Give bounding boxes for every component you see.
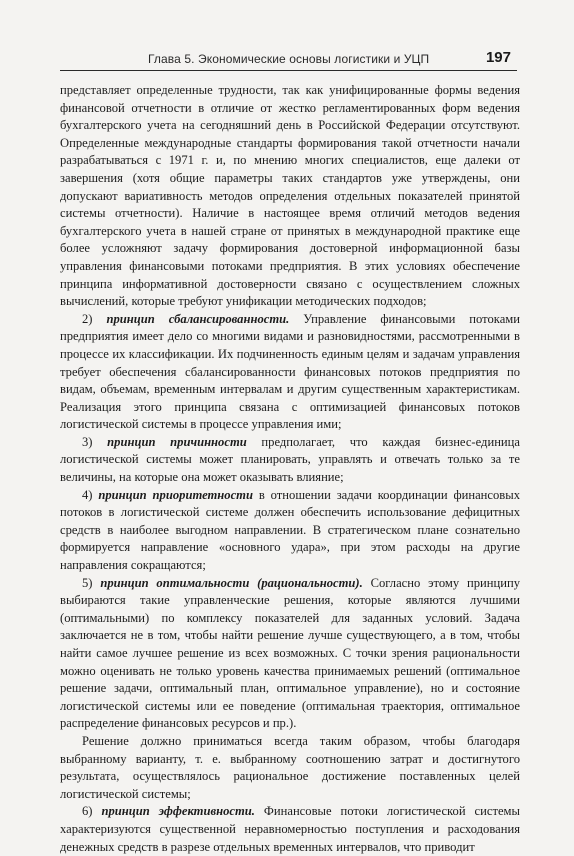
principle-optimality [60, 575, 520, 733]
chapter-title: Глава 5. Экономические основы логистики и УЦП [148, 52, 430, 66]
running-header [60, 46, 517, 70]
principle-heading: принцип причинности [107, 434, 247, 449]
item-number: 3) [82, 434, 93, 449]
principle-heading: принцип оптимальности (рациональности). [100, 575, 363, 590]
paragraph-text: представляет определенные трудности, так как унифицированные формы ведения финансовой отчетности в отличие от жестко регламентированных форм ведения бухгалтерского учета на сегодняшний день в Российской Федерации отсутствуют. Определенные международные стандарты формирования такой отчетности начали разрабатываться с 1971 г. и, по мнению многих специалистов, еще далеки от завершения (хотя общие параметры таких стандартов уже утверждены, они допускают вариативность методов определения отдельных показателей принятой системы отчетности). Наличие в настоящее время отличий методов ведения бухгалтерского учета в нашей стране от принятых в международной практике еще более усложняют задачу формирования достоверной информационной базы управления финансовыми потоками предприятия. В этих условиях обеспечение принципа информативной достоверности связано с осуществлением сложных вычислений, которые требуют унификации методических подходов; [60, 83, 520, 309]
paragraph-text: Управление финансовыми потоками предприятия имеет дело со многими видами и разновидностями, рассмотренными в процессе их классификации. Их подчиненность единым целям и задачам управления требует обеспечения сбалансированности финансовых потоков предприятия по видам, объемам, временным интервалам и другим существенным характеристикам. Реализация этого принципа связана с оптимизацией финансовых потоков логистической системы в процессе управления ими; [60, 311, 521, 432]
item-number: 6) [82, 804, 93, 819]
item-number: 4) [82, 487, 93, 502]
principle-balance [60, 311, 520, 434]
item-number: 5) [82, 575, 93, 590]
paragraph-continuation [60, 82, 520, 311]
paragraph-text: Согласно этому принципу выбираются такие управленческие решения, которые являются лучшими (оптимальными) по комплексу показателей для заданных условий. Задача заключается не в том, чтобы найти решение лучше существующего, а в том, чтобы найти самое лучшее решение из всех возможных. С точки зрения рациональности можно оценивать не только уровень качества принимаемых решений (оптимальное решение задачи, оптимальный план, оптимальное управление), но и состояние логистической системы или ее поведение (оптимальная траектория, оптимальное распределение финансовых ресурсов и пр.). [60, 575, 520, 731]
paragraph-text: предполагает, что каждая бизнес-единица логистической системы может планировать, управлять и отвечать только за те величины, на которые она может оказывать влияние; [60, 434, 520, 485]
principle-heading: принцип приоритетности [98, 487, 253, 502]
principle-causality [60, 434, 520, 487]
principle-heading: принцип сбалансированности. [106, 311, 290, 326]
paragraph-text: Решение должно приниматься всегда таким образом, чтобы благодаря выбранному варианту, т. е. выбранному соотношению затрат и достигнутого результата, осуществлялось рациональное достижение поставленных целей логистической системы; [60, 733, 520, 801]
page-number: 197 [485, 49, 511, 66]
principle-heading: принцип эффективности. [101, 804, 255, 819]
paragraph-decision [60, 733, 520, 803]
principle-priority [60, 487, 520, 575]
paragraph-text: Финансовые потоки логистической системы характеризуются существенной неравномерностью поступления и расходования денежных средств в разрезе отдельных временных интервалов, что приводит [60, 804, 520, 854]
paragraph-text: в отношении задачи координации финансовых потоков в логистической системе должен обеспечить использование дефицитных средств в наиболее выгодном направлении. В стратегическом плане сознательно формируется направление «основного удара», при этом расходы на другие направления сокращаются; [60, 487, 521, 573]
page-body [60, 82, 520, 856]
item-number: 2) [82, 311, 93, 326]
principle-efficiency [60, 803, 520, 856]
header-rule [60, 70, 517, 71]
